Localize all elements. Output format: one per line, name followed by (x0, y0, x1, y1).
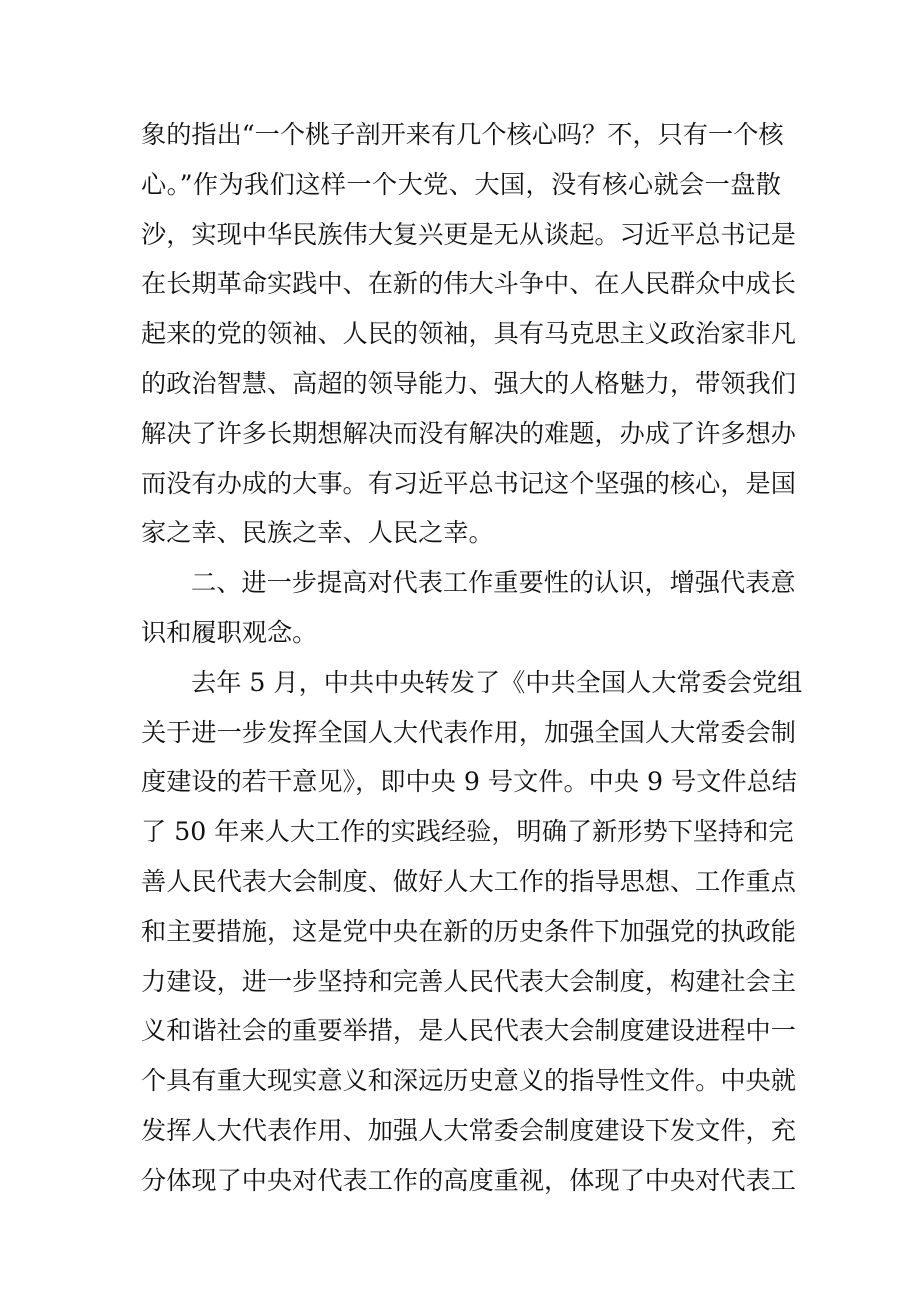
text-line: 去年 5 月，中共中央转发了《中共全国人大常委会党组 (191, 667, 803, 697)
text-line: 家之幸、民族之幸、人民之幸。 (141, 518, 494, 548)
text-line: 了 50 年来人大工作的实践经验，明确了新形势下坚持和完 (141, 817, 794, 847)
text-line: 二、进一步提高对代表工作重要性的认识，增强代表意 (191, 568, 796, 598)
text-line: 在长期革命实践中、在新的伟大斗争中、在人民群众中成长 (141, 269, 796, 299)
text-line: 解决了许多长期想解决而没有解决的难题，办成了许多想办 (141, 418, 796, 448)
text-line: 关于进一步发挥全国人大代表作用，加强全国人大常委会制 (141, 717, 796, 747)
text-line: 发挥人大代表作用、加强人大常委会制度建设下发文件，充 (141, 1115, 796, 1145)
text-line: 个具有重大现实意义和深远历史意义的指导性文件。中央就 (141, 1066, 796, 1096)
text-line: 起来的党的领袖、人民的领袖，具有马克思主义政治家非凡 (141, 319, 796, 349)
text-line: 度建设的若干意见》，即中央 9 号文件。中央 9 号文件总结 (141, 767, 797, 797)
text-line: 识和履职观念。 (141, 617, 318, 647)
text-line: 的政治智慧、高超的领导能力、强大的人格魅力，带领我们 (141, 368, 796, 398)
text-line: 分体现了中央对代表工作的高度重视，体现了中央对代表工 (141, 1165, 796, 1195)
text-line: 沙，实现中华民族伟大复兴更是无从谈起。习近平总书记是 (141, 219, 796, 249)
text-line: 而没有办成的大事。有习近平总书记这个坚强的核心，是国 (141, 468, 796, 498)
body-text (141, 110, 803, 1206)
text-line: 力建设，进一步坚持和完善人民代表大会制度，构建社会主 (141, 966, 796, 996)
text-line: 善人民代表大会制度、做好人大工作的指导思想、工作重点 (141, 866, 796, 896)
text-line: 象的指出“一个桃子剖开来有几个核心吗？不，只有一个核 (141, 120, 784, 149)
text-line: 义和谐社会的重要举措，是人民代表大会制度建设进程中一 (141, 1016, 796, 1046)
text-line: 心。”作为我们这样一个大党、大国，没有核心就会一盘散 (141, 169, 781, 199)
text-line: 和主要措施，这是党中央在新的历史条件下加强党的执政能 (141, 916, 796, 946)
